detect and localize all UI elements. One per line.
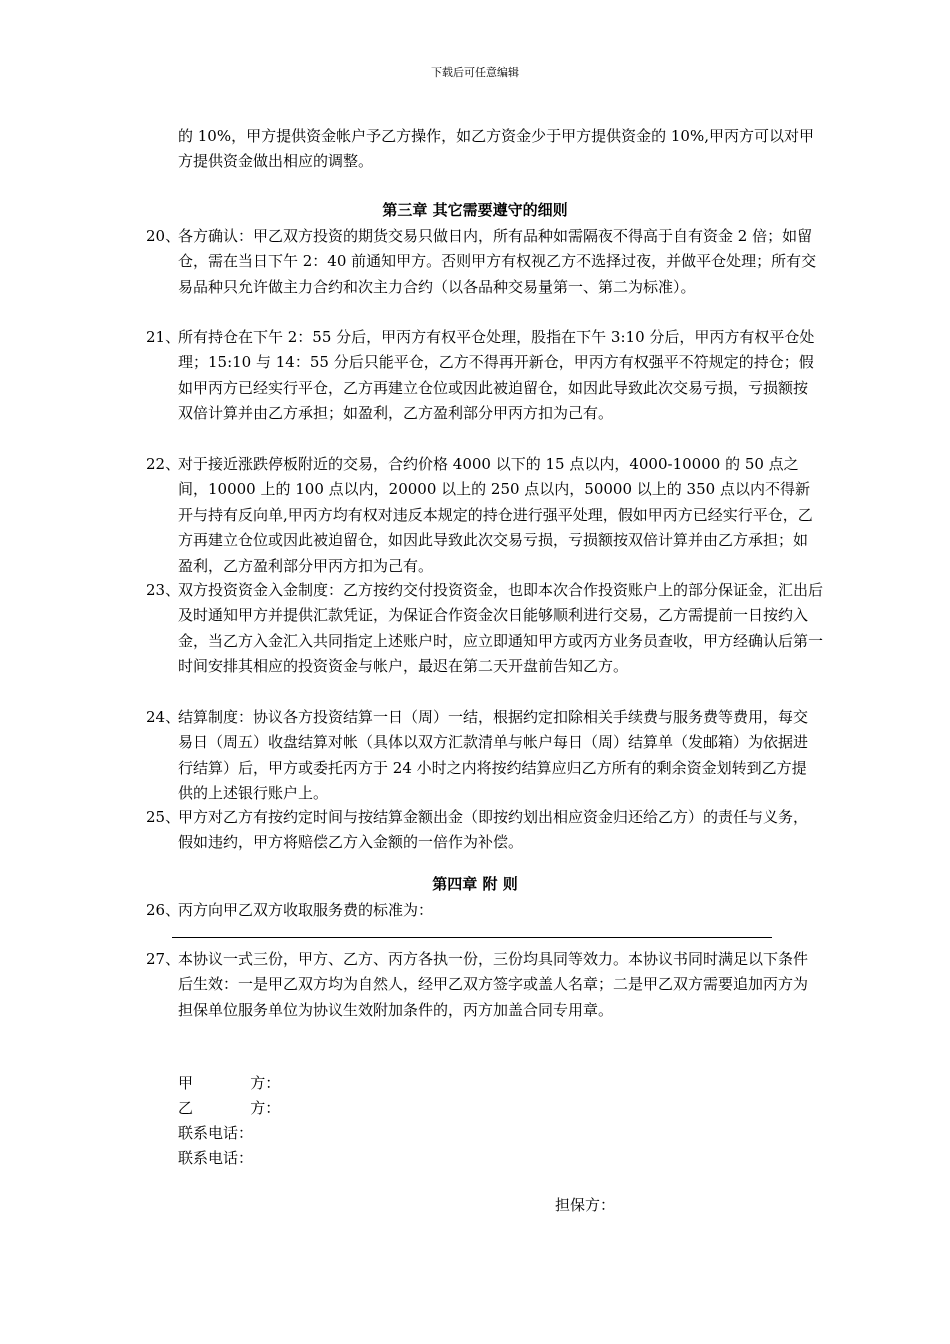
clause-20 [146, 224, 826, 300]
clause-number: 27、 [146, 950, 181, 968]
chapter-4-title: 第四章 附 则 [432, 875, 518, 893]
clause-number: 26、 [146, 901, 181, 919]
contact-phone-2: 联系电话： [178, 1149, 254, 1167]
contact-phone-1: 联系电话： [178, 1124, 254, 1142]
clause-number: 20、 [146, 227, 181, 245]
clause-text: 双方投资资金入金制度：乙方按约交付投资资金，也即本次合作投资账户上的部分保证金，汇出后及时通知甲方并提供汇款凭证，为保证合作资金次日能够顺利进行交易，乙方需提前一日按约入金，当乙方入金汇入共同指定上述账户时，应立即通知甲方或丙方业务员查收，甲方经确认后第一时间安排其相应的投资资金与帐户，最迟在第二天开盘前告知乙方。 [178, 581, 824, 676]
clause-number: 21、 [146, 328, 181, 346]
party-a-signature: 甲 方： [178, 1074, 281, 1092]
clause-26 [146, 898, 816, 923]
clause-27 [146, 947, 816, 1023]
clause-text: 对于接近涨跌停板附近的交易，合约价格 4000 以下的 15 点以内，4000-10000 的 50 点之间，10000 上的 100 点以内，20000 以上的 250 点以内，50000 以上的 350 点以内不得新开与持有反向单,甲丙方均有权对违反本规定的持仓进行强平处理，假如甲丙方已经实行平仓，乙方再建立仓位或因此被迫留仓，如因此导致此次交易亏损，亏损额按双倍计算并由乙方承担；如盈利，乙方盈利部分甲丙方扣为己有。 [178, 455, 813, 575]
clause-24 [146, 705, 816, 807]
clause-number: 24、 [146, 708, 181, 726]
clause-text: 甲方对乙方有按约定时间与按结算金额出金（即按约划出相应资金归还给乙方）的责任与义务，假如违约，甲方将赔偿乙方入金额的一倍作为补偿。 [178, 808, 809, 852]
clause-text: 结算制度：协议各方投资结算一日（周）一结，根据约定扣除相关手续费与服务费等费用，每交易日（周五）收盘结算对帐（具体以双方汇款清单与帐户每日（周）结算单（发邮箱）为依据进行结算）后，甲方或委托丙方于 24 小时之内将按约结算应归乙方所有的剩余资金划转到乙方提供的上述银行账户上。 [178, 708, 809, 803]
clause-21 [146, 325, 816, 427]
clause-number: 22、 [146, 455, 181, 473]
clause-25 [146, 805, 816, 856]
party-b-signature: 乙 方： [178, 1099, 281, 1117]
guarantor-signature: 担保方： [555, 1196, 616, 1214]
clause-text: 丙方向甲乙双方收取服务费的标准为： [178, 901, 434, 919]
clause-number: 25、 [146, 808, 181, 826]
clause-22 [146, 452, 816, 579]
intro-paragraph: 的 10%，甲方提供资金帐户予乙方操作，如乙方资金少于甲方提供资金的 10%,甲丙方可以对甲方提供资金做出相应的调整。 [178, 127, 814, 171]
clause-number: 23、 [146, 581, 181, 599]
clause-text: 本协议一式三份，甲方、乙方、丙方各执一份，三份均具同等效力。本协议书同时满足以下条件后生效：一是甲乙双方均为自然人，经甲乙双方签字或盖人名章；二是甲乙双方需要追加丙方为担保单位服务单位为协议生效附加条件的，丙方加盖合同专用章。 [178, 950, 809, 1019]
fee-blank-line [172, 937, 772, 938]
clause-23 [146, 578, 826, 680]
page-header: 下载后可任意编辑 [431, 66, 519, 79]
chapter-3-title: 第三章 其它需要遵守的细则 [382, 201, 568, 219]
clause-text: 所有持仓在下午 2：55 分后，甲丙方有权平仓处理，股指在下午 3:10 分后，甲丙方有权平仓处理；15:10 与 14：55 分后只能平仓，乙方不得再开新仓，甲丙方有权强平不符规定的持仓；假如甲丙方已经实行平仓，乙方再建立仓位或因此被迫留仓，如因此导致此次交易亏损，亏损额按双倍计算并由乙方承担；如盈利，乙方盈利部分甲丙方扣为己有。 [178, 328, 815, 423]
clause-text: 各方确认：甲乙双方投资的期货交易只做日内，所有品种如需隔夜不得高于自有资金 2 倍；如留仓，需在当日下午 2：40 前通知甲方。否则甲方有权视乙方不选择过夜，并做平仓处理；所有交易品种只允许做主力合约和次主力合约（以各品种交易量第一、第二为标准）。 [178, 227, 817, 296]
